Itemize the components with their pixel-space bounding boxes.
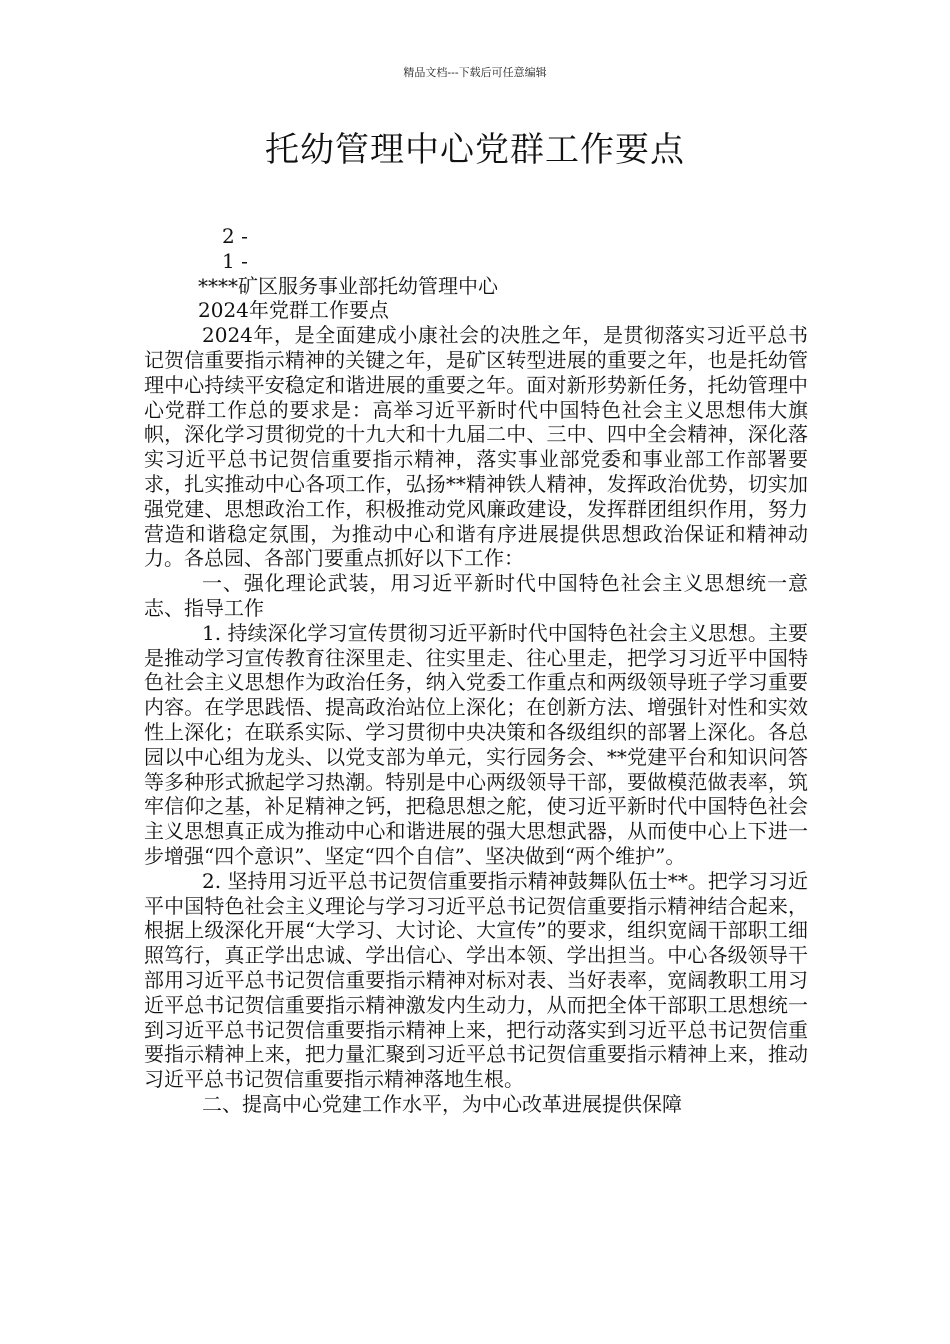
document-title: 托幼管理中心党群工作要点 — [265, 130, 685, 170]
page-mark: 1 - — [222, 248, 248, 273]
year-line: 2024年党群工作要点 — [198, 298, 389, 323]
section-heading: 二、提高中心党建工作水平，为中心改革进展提供保障 — [202, 1091, 682, 1116]
section-heading: 一、强化理论武装，用习近平新时代中国特色社会主义思想统一意志、指导工作 — [144, 571, 808, 620]
organization-line: ****矿区服务事业部托幼管理中心 — [198, 273, 498, 298]
paragraph: 2. 坚持用习近平总书记贺信重要指示精神鼓舞队伍士**。把学习习近平中国特色社会主义理论与学习习近平总书记贺信重要指示精神结合起来，根据上级深化开展“大学习、大讨论、大宣传”的要求，组织宽阔干部职工细照笃行，真正学出忠诚、学出信心、学出本领、学出担当。中心各级领导干部用习近平总书记贺信重要指示精神对标对表、当好表率，宽阔教职工用习近平总书记贺信重要指示精神激发内生动力，从而把全体干部职工思想统一到习近平总书记贺信重要指示精神上来，把行动落实到习近平总书记贺信重要指示精神上来，把力量汇聚到习近平总书记贺信重要指示精神上来，推动习近平总书记贺信重要指示精神落地生根。 — [144, 868, 808, 1092]
page-header: 精品文档---下载后可任意编辑 — [403, 66, 547, 79]
paragraph: 1. 持续深化学习宣传贯彻习近平新时代中国特色社会主义思想。主要是推动学习宣传教育往深里走、往实里走、往心里走，把学习习近平中国特色社会主义思想作为政治任务，纳入党委工作重点和两级领导班子学习重要内容。在学思践悟、提高政治站位上深化；在创新方法、增强针对性和实效性上深化；在联系实际、学习贯彻中央决策和各级组织的部署上深化。各总园以中心组为龙头、以党支部为单元，实行园务会、**党建平台和知识问答等多种形式掀起学习热潮。特别是中心两级领导干部，要做模范做表率，筑牢信仰之基，补足精神之钙，把稳思想之舵，使习近平新时代中国特色社会主义思想真正成为推动中心和谐进展的强大思想武器，从而使中心上下进一步增强“四个意识”、坚定“四个自信”、坚决做到“两个维护”。 — [144, 620, 808, 868]
paragraph: 2024年，是全面建成小康社会的决胜之年，是贯彻落实习近平总书记贺信重要指示精神的关键之年，是矿区转型进展的重要之年，也是托幼管理中心持续平安稳定和谐进展的重要之年。面对新形势新任务，托幼管理中心党群工作总的要求是：高举习近平新时代中国特色社会主义思想伟大旗帜，深化学习贯彻党的十九大和十九届二中、三中、四中全会精神，深化落实习近平总书记贺信重要指示精神，落实事业部党委和事业部工作部署要求，扎实推动中心各项工作，弘扬**精神铁人精神，发挥政治优势，切实加强党建、思想政治工作，积极推动党风廉政建设，发挥群团组织作用，努力营造和谐稳定氛围，为推动中心和谐有序进展提供思想政治保证和精神动力。各总园、各部门要重点抓好以下工作： — [144, 323, 808, 571]
page-mark: 2 - — [222, 224, 248, 248]
document-body — [144, 224, 808, 1117]
